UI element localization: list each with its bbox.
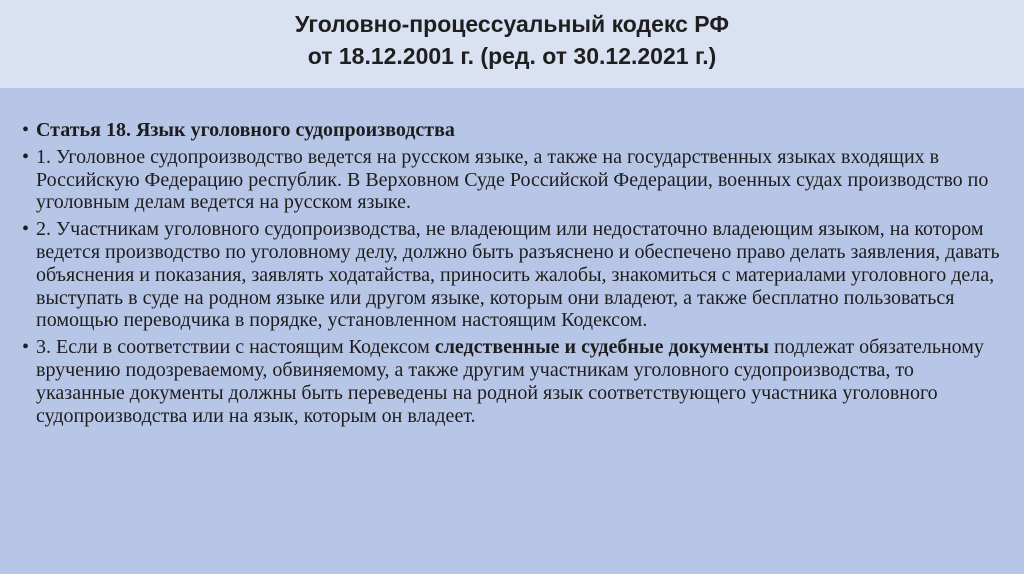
slide-title — [0, 8, 1024, 72]
paragraph-3 — [22, 336, 1007, 427]
paragraph-3-bold-phrase: следственные и судебные документы — [434, 336, 770, 359]
article-body — [22, 119, 1007, 431]
paragraph-2-text: 2. Участникам уголовного судопроизводства, не владеющим или недостаточно владеющим языком, на котором ведется производство по уголовному делу, должно быть разъяснено и обеспечено право делать заявления, давать объяснения и показания, заявлять ходатайства, приносить жалобы, знакомиться с материалами уголовного дела, выступать в суде на родном языке или другом языке, которым они владеют, а также бесплатно пользоваться помощью переводчика в порядке, установленном настоящим Кодексом. — [36, 218, 1000, 332]
article-heading-item — [22, 119, 1007, 142]
paragraph-3-text-before: 3. Если в соответствии с настоящим Кодексом — [36, 336, 435, 359]
bullet-icon: • — [22, 145, 30, 168]
bullet-icon: • — [22, 218, 30, 241]
bullet-icon: • — [22, 119, 30, 141]
paragraph-1 — [22, 146, 1007, 214]
bullet-icon: • — [22, 336, 30, 359]
title-band — [0, 0, 1024, 88]
title-line-1: Уголовно-процессуальный кодекс РФ — [295, 11, 729, 37]
paragraph-1-text: 1. Уголовное судопроизводство ведется на русском языке, а также на государственных языках входящих в Российскую Федерацию республик. В Верховном Суде Российской Федерации, военных судах производство по уголовным делам ведется на русском языке. — [36, 145, 989, 214]
article-heading: Статья 18. Язык уголовного судопроизводства — [36, 119, 455, 141]
title-line-2: от 18.12.2001 г. (ред. от 30.12.2021 г.) — [307, 43, 717, 69]
paragraph-3-text-after: подлежат обязательному вручению подозреваемому, обвиняемому, а также другим участникам уголовного судопроизводства, то указанные документы должны быть переведены на родной язык соответствующего участника уголовного судопроизводства или на язык, которым он владеет. — [36, 336, 984, 427]
paragraph-2 — [22, 218, 1007, 332]
